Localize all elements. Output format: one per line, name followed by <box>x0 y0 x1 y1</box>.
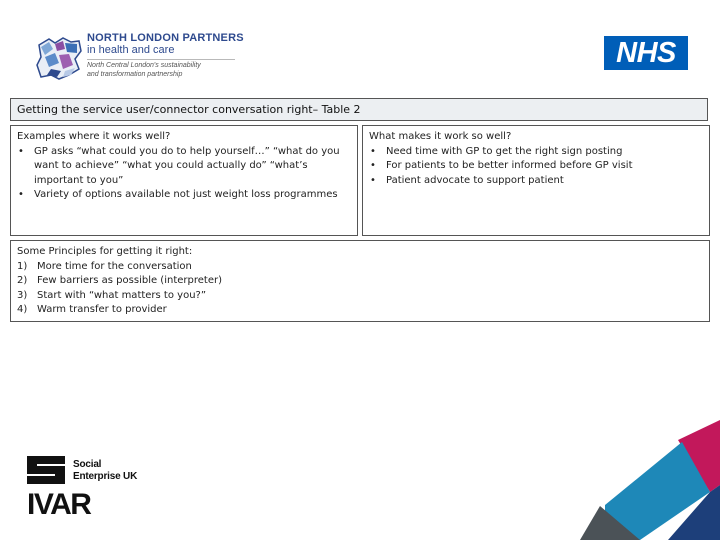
logo-divider <box>87 59 235 60</box>
list-item <box>17 303 703 318</box>
list-item: • GP asks “what could you do to help yourself…” “what do you want to achieve” “what you could actually do” “what’s important to you” <box>17 145 351 189</box>
principles-heading: Some Principles for getting it right: <box>17 246 193 257</box>
seuk-name-line2: Enterprise UK <box>73 471 138 482</box>
item-number: 2) <box>17 275 28 286</box>
item-number: 1) <box>17 260 28 272</box>
nhs-logo: NHS <box>604 36 688 70</box>
makes-it-work-box <box>362 125 710 236</box>
seuk-name-line1: Social <box>73 459 102 470</box>
list-item: • Patient advocate to support patient <box>369 174 703 189</box>
london-map-icon <box>35 35 83 81</box>
list-item: • For patients to be better informed before GP visit <box>369 159 703 174</box>
org-tagline: in health and care <box>87 44 175 56</box>
principles-list <box>17 260 703 318</box>
works-well-box <box>10 125 358 236</box>
list-item: • Need time with GP to get the right sign posting <box>369 145 703 160</box>
list-item <box>17 289 703 304</box>
principles-box <box>10 240 710 322</box>
works-well-heading: Examples where it works well? <box>17 131 171 142</box>
list-item <box>17 260 703 275</box>
list-item <box>17 274 703 289</box>
org-subtitle-line2: and transformation partnership <box>87 70 183 78</box>
item-text: More time for the conversation <box>37 260 192 272</box>
item-number: 4) <box>17 304 28 315</box>
decorative-stripes <box>560 410 720 540</box>
makes-it-work-list <box>369 145 703 189</box>
seuk-s-icon <box>27 456 65 484</box>
north-london-partners-logo <box>35 32 245 84</box>
ivar-logo: IVAR <box>27 488 91 521</box>
org-subtitle-line1: North Central London's sustainability <box>87 62 201 69</box>
social-enterprise-uk-logo <box>27 456 147 486</box>
item-text: Few barriers as possible (interpreter) <box>37 275 222 286</box>
works-well-list <box>17 145 351 203</box>
item-text: Start with “what matters to you?” <box>37 289 207 301</box>
item-number: 3) <box>17 289 28 301</box>
item-text: Warm transfer to provider <box>37 304 167 315</box>
makes-it-work-heading: What makes it work so well? <box>369 131 512 142</box>
list-item: • Variety of options available not just weight loss programmes <box>17 188 351 203</box>
page-title: Getting the service user/connector conversation right– Table 2 <box>10 98 708 121</box>
org-name: NORTH LONDON PARTNERS <box>87 32 244 44</box>
